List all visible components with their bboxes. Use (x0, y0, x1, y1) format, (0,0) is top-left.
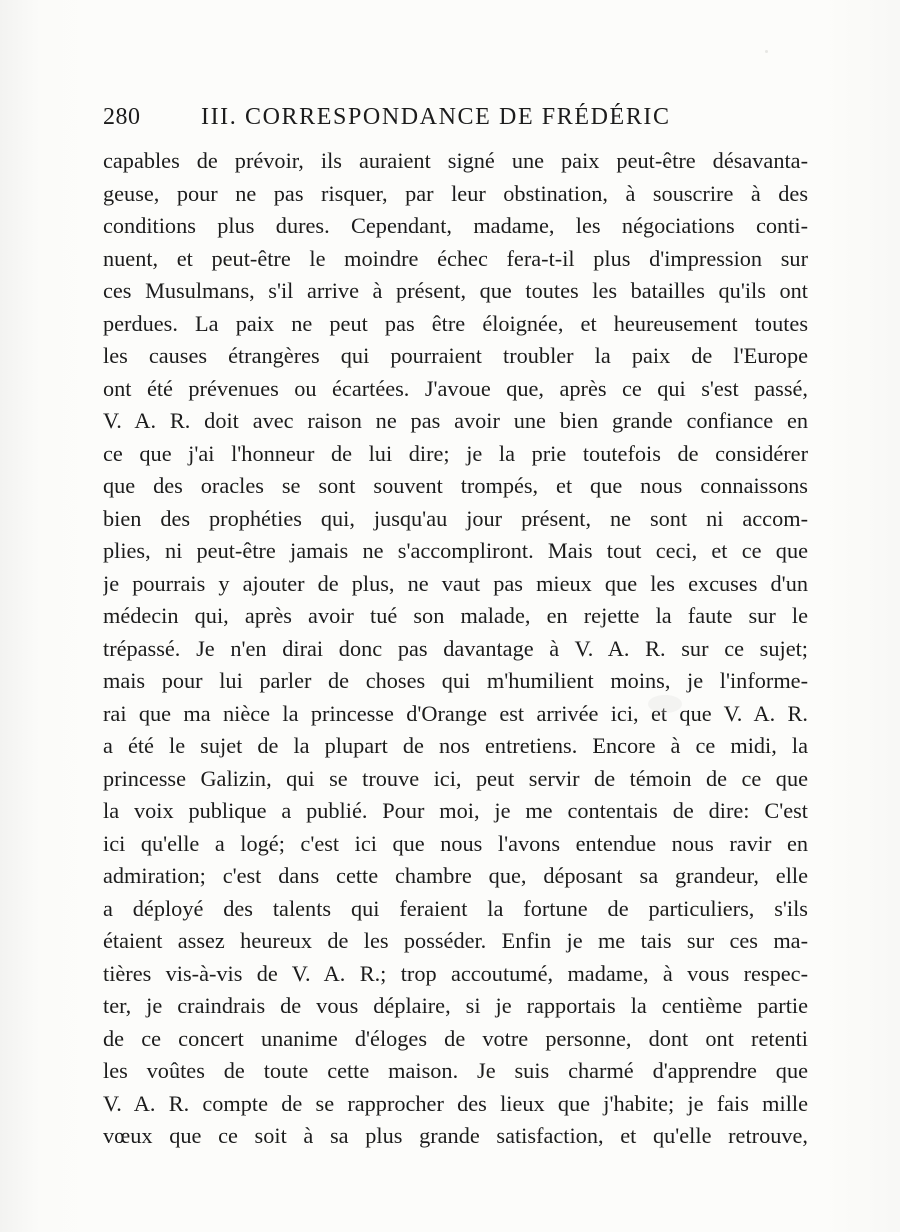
text-line: de ce concert unanime d'éloges de votre personne, dont ont retenti (103, 1025, 808, 1051)
paper-speck (648, 695, 682, 713)
text-line: bien des prophéties qui, jusqu'au jour présent, ne sont ni accom- (103, 505, 808, 531)
text-line: trépassé. Je n'en dirai donc pas davantage à V. A. R. sur ce sujet; (103, 635, 808, 661)
text-line: capables de prévoir, ils auraient signé une paix peut-être désavanta- (103, 148, 808, 173)
text-line: admiration; c'est dans cette chambre que, déposant sa grandeur, elle (103, 863, 808, 888)
page-header (103, 100, 803, 136)
text-line: les voûtes de toute cette maison. Je suis charmé d'apprendre que (103, 1058, 808, 1083)
text-line: les causes étrangères qui pourraient troubler la paix de l'Europe (103, 343, 808, 368)
text-line: ce que j'ai l'honneur de lui dire; je la prie toutefois de considérer (103, 440, 808, 466)
text-line: mais pour lui parler de choses qui m'humilient moins, je l'informe- (103, 668, 808, 693)
text-line: nuent, et peut-être le moindre échec fera-t-il plus d'impression sur (103, 245, 808, 271)
text-line: vœux que ce soit à sa plus grande satisfaction, et qu'elle retrouve, (103, 1123, 808, 1148)
text-line: rai que ma nièce la princesse d'Orange est arrivée ici, et que V. A. R. (103, 700, 808, 726)
text-line: V. A. R. compte de se rapprocher des lieux que j'habite; je fais mille (103, 1090, 808, 1116)
text-line: ter, je craindrais de vous déplaire, si je rapportais la centième partie (103, 993, 808, 1018)
text-line: je pourrais y ajouter de plus, ne vaut pas mieux que les excuses d'un (103, 570, 808, 596)
text-line: princesse Galizin, qui se trouve ici, peut servir de témoin de ce que (103, 765, 808, 791)
text-line: a déployé des talents qui feraient la fortune de particuliers, s'ils (103, 895, 808, 921)
text-line: a été le sujet de la plupart de nos entretiens. Encore à ce midi, la (103, 733, 808, 758)
paper-speck (765, 50, 768, 53)
text-line: ces Musulmans, s'il arrive à présent, que toutes les batailles qu'ils ont (103, 278, 808, 303)
text-line: ont été prévenues ou écartées. J'avoue que, après ce qui s'est passé, (103, 375, 808, 401)
text-line: geuse, pour ne pas risquer, par leur obstination, à souscrire à des (103, 180, 808, 206)
text-line: V. A. R. doit avec raison ne pas avoir une bien grande confiance en (103, 408, 808, 433)
text-line: la voix publique a publié. Pour moi, je me contentais de dire: C'est (103, 798, 808, 823)
text-line: perdues. La paix ne peut pas être éloignée, et heureusement toutes (103, 310, 808, 336)
text-line: que des oracles se sont souvent trompés, et que nous connaissons (103, 473, 808, 498)
text-line: étaient assez heureux de les posséder. Enfin je me tais sur ces ma- (103, 928, 808, 953)
page-number: 280 (103, 104, 141, 130)
text-line: plies, ni peut-être jamais ne s'accompliront. Mais tout ceci, et ce que (103, 538, 808, 563)
running-head: III. CORRESPONDANCE DE FRÉDÉRIC (201, 104, 671, 130)
text-line: tières vis-à-vis de V. A. R.; trop accoutumé, madame, à vous respec- (103, 960, 808, 986)
text-line: conditions plus dures. Cependant, madame, les négociations conti- (103, 213, 808, 238)
text-line: ici qu'elle a logé; c'est ici que nous l'avons entendue nous ravir en (103, 830, 808, 856)
body-text (103, 145, 808, 1153)
text-line: médecin qui, après avoir tué son malade, en rejette la faute sur le (103, 603, 808, 628)
